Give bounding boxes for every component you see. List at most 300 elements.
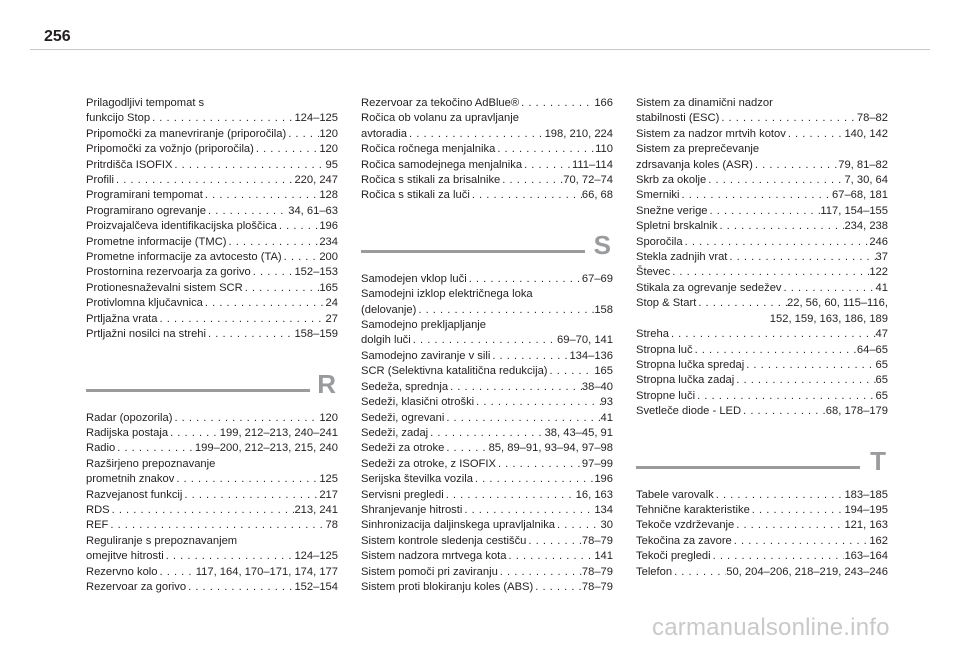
leader-dots xyxy=(750,503,845,518)
entry-label: Rezervno kolo xyxy=(86,565,158,578)
index-entry xyxy=(361,364,613,379)
entry-pages: 199–200, 212–213, 215, 240 xyxy=(194,442,338,455)
index-entry xyxy=(636,204,888,219)
index-entry xyxy=(86,312,338,327)
entry-line xyxy=(636,127,888,142)
leader-dots xyxy=(683,235,870,250)
leader-dots xyxy=(496,457,582,472)
leader-dots xyxy=(732,534,870,549)
index-entry xyxy=(361,411,613,426)
entry-label: Radar (opozorila) xyxy=(86,411,173,424)
entry-label: Pripomočki za manevriranje (priporočila) xyxy=(86,127,287,140)
index-entry xyxy=(636,389,888,404)
entry-label: zdrsavanja koles (ASR) xyxy=(636,158,753,171)
entry-label: Prometne informacije (TMC) xyxy=(86,235,227,248)
entry-label: Tekoče vzdrževanje xyxy=(636,519,735,532)
entry-line xyxy=(361,380,613,395)
entry-label: Samodejen vklop luči xyxy=(361,272,467,285)
entry-line xyxy=(361,364,613,379)
leader-dots xyxy=(444,411,600,426)
entry-pages: 134 xyxy=(594,503,613,516)
entry-line xyxy=(636,389,888,404)
index-entry xyxy=(636,373,888,388)
entry-label: Sinhronizacija daljinskega upravljalnika xyxy=(361,519,556,532)
leader-dots xyxy=(522,158,572,173)
entry-line xyxy=(361,173,613,188)
entry-label: Rezervoar za tekočino AdBlue® xyxy=(361,97,520,109)
entry-pages: 111–114 xyxy=(571,158,613,171)
section-header xyxy=(86,367,338,403)
entry-line xyxy=(361,158,613,173)
entry-line xyxy=(636,235,888,250)
leader-dots xyxy=(282,250,320,265)
entry-pages: 117, 164, 170–171, 174, 177 xyxy=(195,565,338,578)
entry-label: Stropna luč xyxy=(636,343,693,356)
entry-line xyxy=(86,265,338,280)
leader-dots xyxy=(115,441,195,456)
entry-pages: 50, 204–206, 218–219, 243–246 xyxy=(726,565,888,578)
entry-label: Tekočina za zavore xyxy=(636,534,732,547)
index-entry xyxy=(636,343,888,358)
entry-line xyxy=(636,503,888,518)
index-column-2 xyxy=(361,96,613,595)
entry-label: Sedeža, sprednja xyxy=(361,380,449,393)
index-entry xyxy=(636,327,888,342)
entry-pages: 117, 154–155 xyxy=(820,204,888,217)
index-entry xyxy=(361,395,613,410)
entry-line xyxy=(361,426,613,441)
leader-dots xyxy=(206,327,294,342)
entry-pages: 22, 56, 60, 115–116, xyxy=(787,297,888,310)
leader-dots xyxy=(498,565,582,580)
entry-pages: 213, 241 xyxy=(294,503,338,516)
entry-pages: 30 xyxy=(600,519,613,532)
index-entry xyxy=(361,96,613,111)
entry-pages: 194–195 xyxy=(844,503,888,516)
entry-pages: 24 xyxy=(325,297,338,310)
leader-dots xyxy=(548,364,595,379)
entry-line xyxy=(361,303,613,318)
entry-line xyxy=(361,188,613,203)
section-letter: T xyxy=(870,445,886,476)
entry-label: Protivlomna ključavnica xyxy=(86,297,203,310)
entry-label: Programirano ogrevanje xyxy=(86,204,207,217)
leader-dots xyxy=(416,303,594,318)
entry-label-line: Reguliranje s prepoznavanjem xyxy=(86,534,238,547)
index-entry xyxy=(86,235,338,250)
index-entry xyxy=(86,534,338,565)
leader-dots xyxy=(696,296,787,311)
entry-line xyxy=(361,349,613,364)
entry-pages: 93 xyxy=(600,396,613,409)
entry-line xyxy=(636,404,888,419)
entry-label: Ročica samodejnega menjalnika xyxy=(361,158,523,171)
entry-label: Sedeži za otroke xyxy=(361,442,445,455)
entry-line xyxy=(86,281,338,296)
leader-dots xyxy=(693,343,857,358)
entry-pages: 124–125 xyxy=(294,550,338,563)
entry-label: funkcijo Stop xyxy=(86,112,151,125)
entry-label: stabilnosti (ESC) xyxy=(636,112,720,125)
entry-label: omejitve hitrosti xyxy=(86,550,164,563)
entry-line xyxy=(361,549,613,564)
entry-pages: 246 xyxy=(869,235,888,248)
section-header xyxy=(361,228,613,264)
entry-line xyxy=(636,358,888,373)
entry-line xyxy=(636,327,888,342)
leader-dots xyxy=(243,281,320,296)
entry-pages: 110 xyxy=(595,143,613,156)
entry-label: Snežne verige xyxy=(636,204,708,217)
entry-pages: 65 xyxy=(875,374,888,387)
entry-label-line: Samodejno prekljapljanje xyxy=(361,319,487,332)
entry-line xyxy=(636,281,888,296)
entry-label: Števec xyxy=(636,266,671,279)
leader-dots xyxy=(490,349,569,364)
entry-line xyxy=(636,343,888,358)
entry-pages: 68, 178–179 xyxy=(825,405,888,418)
index-entry xyxy=(636,173,888,188)
entry-label: Razvejanost funkcij xyxy=(86,488,183,501)
index-entry xyxy=(361,158,613,173)
entry-pages: 152–154 xyxy=(294,580,338,593)
entry-pages: 162 xyxy=(869,534,888,547)
entry-pages: 183–185 xyxy=(844,488,888,501)
leader-dots xyxy=(734,518,844,533)
entry-line xyxy=(361,503,613,518)
entry-line xyxy=(86,204,338,219)
entry-label: (delovanje) xyxy=(361,303,417,316)
entry-label: Prometne informacije za avtocesto (TA) xyxy=(86,251,282,264)
leader-dots xyxy=(428,426,544,441)
entry-line xyxy=(86,219,338,234)
entry-pages: 234, 238 xyxy=(844,220,888,233)
entry-label: Sistem kontrole sledenja cestišču xyxy=(361,534,527,547)
entry-pages: 37 xyxy=(875,251,888,264)
leader-dots xyxy=(706,173,844,188)
entry-label: Protionesnaževalni sistem SCR xyxy=(86,281,243,294)
page-number: 256 xyxy=(44,28,71,45)
index-entry xyxy=(361,503,613,518)
entry-line xyxy=(86,503,338,518)
entry-line xyxy=(86,518,338,533)
entry-line xyxy=(86,250,338,265)
entry-pages: 166 xyxy=(594,97,613,109)
entry-pages: 234 xyxy=(319,235,338,248)
index-entry xyxy=(361,318,613,349)
index-entry xyxy=(86,565,338,580)
index-entry xyxy=(361,426,613,441)
entry-label: Proizvajalčeva identifikacijska ploščica xyxy=(86,220,277,233)
entry-label-line: Ročica ob volanu za upravljanje xyxy=(361,112,519,125)
index-column-3 xyxy=(636,96,888,580)
entry-label: Skrb za okolje xyxy=(636,174,707,187)
index-entry xyxy=(361,580,613,595)
entry-line xyxy=(86,127,338,142)
leader-dots xyxy=(448,380,582,395)
entry-pages: 78–82 xyxy=(856,112,888,125)
leader-dots xyxy=(744,358,875,373)
leader-dots xyxy=(227,235,320,250)
leader-dots xyxy=(782,281,876,296)
leader-dots xyxy=(741,404,826,419)
entry-pages: 78–79 xyxy=(581,565,613,578)
entry-pages: 34, 61–63 xyxy=(288,204,338,217)
entry-line xyxy=(361,142,613,157)
entry-label: Streha xyxy=(636,328,669,341)
index-entry xyxy=(86,96,338,127)
entry-line xyxy=(636,265,888,280)
index-entry xyxy=(636,518,888,533)
leader-dots xyxy=(670,265,869,280)
index-entry xyxy=(86,426,338,441)
entry-label: Tehnične karakteristike xyxy=(636,503,750,516)
leader-dots xyxy=(168,426,220,441)
entry-pages: 65 xyxy=(875,358,888,371)
index-entry xyxy=(636,235,888,250)
entry-line xyxy=(86,549,338,564)
entry-pages: 38–40 xyxy=(581,380,613,393)
entry-label: Ročica s stikali za brisalnike xyxy=(361,174,501,187)
entry-line xyxy=(361,488,613,503)
leader-dots xyxy=(182,488,319,503)
index-entry xyxy=(361,441,613,456)
entry-pages: 95 xyxy=(325,158,338,171)
leader-dots xyxy=(158,312,326,327)
leader-dots xyxy=(286,127,319,142)
watermark: carmanualsonline.info xyxy=(652,614,890,641)
leader-dots xyxy=(473,472,594,487)
entry-label: Sedeži, klasični otroški xyxy=(361,396,475,409)
entry-label: Stropna lučka zadaj xyxy=(636,374,735,387)
leader-dots xyxy=(186,580,294,595)
section-divider-bar xyxy=(636,466,860,469)
entry-line xyxy=(86,488,338,503)
entry-line xyxy=(86,173,338,188)
entry-line xyxy=(361,441,613,456)
entry-pages: 7, 30, 64 xyxy=(844,174,888,187)
entry-pages: 199, 212–213, 240–241 xyxy=(219,426,338,439)
entry-pages-continued: 152, 159, 163, 186, 189 xyxy=(769,312,888,325)
entry-label-line: Razširjeno prepoznavanje xyxy=(86,457,216,470)
entry-label: Profili xyxy=(86,174,114,187)
entry-pages: 67–68, 181 xyxy=(832,189,888,202)
entry-label: Stekla zadnjih vrat xyxy=(636,251,728,264)
index-entry xyxy=(361,472,613,487)
index-entry xyxy=(361,457,613,472)
leader-dots xyxy=(158,565,196,580)
entry-label-line: Prilagodljivi tempomat s xyxy=(86,97,205,109)
entry-line xyxy=(361,411,613,426)
entry-pages: 196 xyxy=(319,220,338,233)
entry-line xyxy=(86,158,338,173)
entry-line xyxy=(361,272,613,287)
entry-label-line: Sistem za preprečevanje xyxy=(636,143,760,156)
index-entry xyxy=(361,534,613,549)
entry-label: Serijska številka vozila xyxy=(361,473,473,486)
index-entry xyxy=(361,188,613,203)
entry-label: Prtljažni nosilci na strehi xyxy=(86,328,207,341)
entry-label: RDS xyxy=(86,503,110,516)
entry-line xyxy=(86,441,338,456)
index-entry xyxy=(636,549,888,564)
index-entry xyxy=(636,96,888,127)
entry-label: Radijska postaja xyxy=(86,426,169,439)
leader-dots xyxy=(444,441,488,456)
section-letter: S xyxy=(593,229,611,260)
index-entry xyxy=(361,565,613,580)
entry-line xyxy=(86,472,338,487)
entry-pages: 134–136 xyxy=(569,349,613,362)
leader-dots xyxy=(714,488,845,503)
index-entry xyxy=(86,327,338,342)
index-entry xyxy=(361,272,613,287)
index-entry xyxy=(636,219,888,234)
entry-pages: 41 xyxy=(875,281,888,294)
index-entry xyxy=(361,349,613,364)
entry-line xyxy=(86,142,338,157)
leader-dots xyxy=(277,219,319,234)
entry-label: Svetleče diode - LED xyxy=(636,405,742,418)
leader-dots xyxy=(172,411,319,426)
entry-pages: 125 xyxy=(319,473,338,486)
index-entry xyxy=(86,411,338,426)
index-entry xyxy=(86,281,338,296)
leader-dots xyxy=(470,188,582,203)
entry-line xyxy=(636,158,888,173)
entry-line xyxy=(361,333,613,348)
entry-label: Ročica s stikali za luči xyxy=(361,189,470,202)
index-entry xyxy=(86,173,338,188)
leader-dots xyxy=(507,549,595,564)
entry-line xyxy=(636,488,888,503)
section-letter: R xyxy=(317,368,336,399)
index-entry xyxy=(636,404,888,419)
entry-line xyxy=(86,235,338,250)
entry-pages: 16, 163 xyxy=(575,488,613,501)
entry-label: Tabele varovalk xyxy=(636,488,714,501)
index-entry xyxy=(361,111,613,142)
entry-line xyxy=(636,173,888,188)
entry-line xyxy=(361,472,613,487)
index-entry xyxy=(86,188,338,203)
index-entry xyxy=(636,296,888,327)
entry-line xyxy=(86,111,338,126)
index-entry xyxy=(86,204,338,219)
index-entry xyxy=(636,503,888,518)
entry-pages: 120 xyxy=(319,143,338,156)
entry-label: Stropna lučka spredaj xyxy=(636,358,745,371)
section-divider-bar xyxy=(86,389,310,392)
entry-pages: 85, 89–91, 93–94, 97–98 xyxy=(488,442,613,455)
leader-dots xyxy=(172,158,325,173)
entry-line xyxy=(636,204,888,219)
entry-label: Ročica ročnega menjalnika xyxy=(361,143,496,156)
entry-label: Sistem nadzora mrtvega kota xyxy=(361,550,507,563)
entry-pages: 120 xyxy=(319,411,338,424)
index-entry xyxy=(86,457,338,488)
entry-label: Rezervoar za gorivo xyxy=(86,580,187,593)
leader-dots xyxy=(533,580,582,595)
index-entry xyxy=(86,518,338,533)
entry-pages: 27 xyxy=(325,312,338,325)
entry-line xyxy=(636,549,888,564)
entry-label: Stikala za ogrevanje sedežev xyxy=(636,281,782,294)
entry-pages: 64–65 xyxy=(856,343,888,356)
leader-dots xyxy=(251,265,295,280)
entry-label: Sistem za nadzor mrtvih kotov xyxy=(636,127,786,140)
index-entry xyxy=(636,488,888,503)
leader-dots xyxy=(717,219,844,234)
entry-pages: 152–153 xyxy=(294,266,338,279)
entry-label: Servisni pregledi xyxy=(361,488,444,501)
entry-line xyxy=(636,518,888,533)
index-entry xyxy=(361,142,613,157)
entry-pages: 165 xyxy=(319,281,338,294)
leader-dots xyxy=(734,373,875,388)
index-entry xyxy=(636,127,888,142)
entry-label: Programirani tempomat xyxy=(86,189,203,202)
entry-line xyxy=(86,580,338,595)
entry-label: Pripomočki za vožnjo (priporočila) xyxy=(86,143,254,156)
section-divider-bar xyxy=(361,250,585,253)
leader-dots xyxy=(695,389,875,404)
entry-pages: 38, 43–45, 91 xyxy=(544,426,613,439)
entry-pages: 47 xyxy=(875,328,888,341)
index-entry xyxy=(636,250,888,265)
entry-label: prometnih znakov xyxy=(86,473,175,486)
entry-label-line: Sistem za dinamični nadzor xyxy=(636,97,773,109)
index-entry xyxy=(361,549,613,564)
entry-line xyxy=(361,518,613,533)
entry-pages: 69–70, 141 xyxy=(557,334,613,347)
entry-line xyxy=(86,296,338,311)
entry-line xyxy=(361,565,613,580)
leader-dots xyxy=(164,549,295,564)
entry-line xyxy=(636,534,888,549)
entry-label: Prtljažna vrata xyxy=(86,312,158,325)
entry-line xyxy=(636,250,888,265)
entry-pages: 141 xyxy=(594,550,613,563)
index-entry xyxy=(86,142,338,157)
leader-dots xyxy=(500,173,563,188)
entry-line xyxy=(361,96,613,111)
index-entry xyxy=(361,173,613,188)
entry-pages: 78–79 xyxy=(581,534,613,547)
entry-line xyxy=(86,565,338,580)
leader-dots xyxy=(672,565,726,580)
index-entry xyxy=(636,358,888,373)
leader-dots xyxy=(680,188,832,203)
leader-dots xyxy=(474,395,600,410)
leader-dots xyxy=(411,333,557,348)
entry-pages: 120 xyxy=(319,127,338,140)
entry-pages: 165 xyxy=(594,365,613,378)
index-entry xyxy=(86,580,338,595)
entry-pages: 70, 72–74 xyxy=(563,174,613,187)
entry-label: Sistem proti blokiranju koles (ABS) xyxy=(361,580,534,593)
index-entry xyxy=(361,287,613,318)
entry-label: Sedeži, zadaj xyxy=(361,426,429,439)
leader-dots xyxy=(519,96,594,111)
entry-pages: 97–99 xyxy=(581,457,613,470)
entry-pages: 198, 210, 224 xyxy=(544,127,613,140)
entry-pages: 67–69 xyxy=(581,272,613,285)
index-entry xyxy=(636,188,888,203)
leader-dots xyxy=(108,518,325,533)
leader-dots xyxy=(711,549,845,564)
entry-pages: 196 xyxy=(594,473,613,486)
